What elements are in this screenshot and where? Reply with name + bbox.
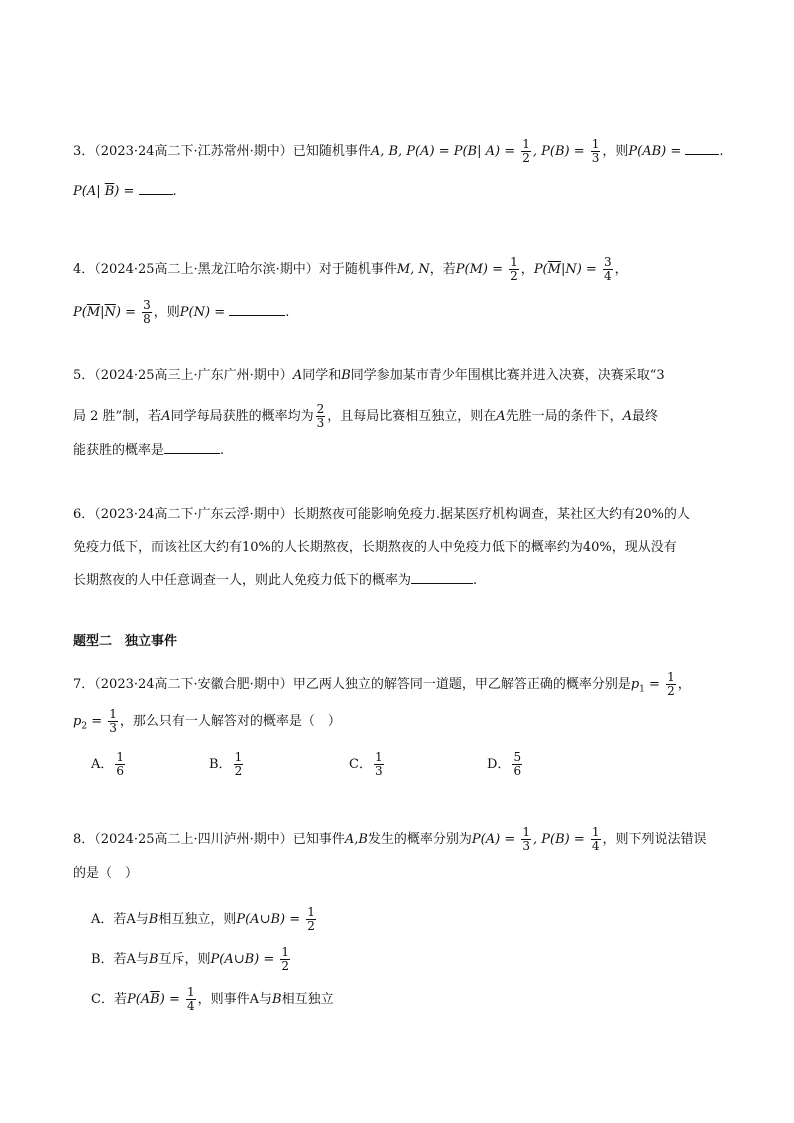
q3-ask2: P(A| xyxy=(73,184,105,199)
q7-option-a[interactable] xyxy=(91,751,127,778)
q3-answer-blank-1[interactable] xyxy=(685,142,719,155)
q8-option-c-label: C．若 xyxy=(91,992,127,1007)
q8-option-a-var: B xyxy=(148,912,159,927)
q8-option-b-expr: P(A∪B) = xyxy=(210,952,279,967)
q3-fraction-2: $\frac{1}{3}$ xyxy=(591,137,600,165)
q5-text-5: ，且每局比赛相互独立，则在 xyxy=(327,409,497,424)
q7-fraction-1: $\frac{1}{2}$ xyxy=(667,670,675,698)
q8-text-1: 已知事件 xyxy=(292,832,345,847)
q4-vars: M, N xyxy=(396,262,430,277)
q4-source: （2024·25高二上·黑龙江哈尔滨·期中） xyxy=(94,262,319,277)
q3-math-mid: , P(B) = xyxy=(532,144,589,159)
q8-option-c-text: ，则事件A与 xyxy=(197,992,272,1007)
q4-number: 4． xyxy=(73,262,95,277)
q5-number: 5． xyxy=(73,368,95,383)
q3-line2 xyxy=(73,182,177,202)
q4-ask: P(N) = xyxy=(179,305,230,320)
q5-text-3: 局 2 胜”制，若 xyxy=(73,409,162,424)
q5-answer-blank[interactable] xyxy=(164,441,220,454)
q3-ask2-bar: $\overline{B}$ xyxy=(104,184,115,199)
q7-option-d-label: D． xyxy=(487,757,511,772)
q3-answer-blank-2[interactable] xyxy=(139,182,173,195)
q3-end1: . xyxy=(719,144,724,159)
q7-option-b[interactable] xyxy=(209,751,245,778)
q8-option-a-expr: P(A∪B) = xyxy=(236,912,305,927)
q6-source: （2023·24高二下·广东云浮·期中） xyxy=(94,507,293,522)
q7-line1 xyxy=(73,671,691,700)
q4-p2-bar: $\overline{M}$ xyxy=(547,262,561,277)
q5-var-a: A xyxy=(292,368,303,383)
q4-p2-end: |N) = xyxy=(560,262,601,277)
q7-option-c-label: C． xyxy=(349,757,372,772)
q6-text-3: 长期熬夜的人中任意调查一人，则此人免疫力低下的概率为 xyxy=(73,573,412,588)
q3-then: ，则 xyxy=(602,144,629,159)
q4-text: 对于随机事件 xyxy=(318,262,397,277)
q8-text-3: ，则下列说法错误 xyxy=(602,832,707,847)
q7-option-a-label: A． xyxy=(91,757,114,772)
q8-option-a-text: 相互独立，则 xyxy=(158,912,237,927)
q8-option-b[interactable] xyxy=(91,946,292,973)
q7-line2 xyxy=(73,708,341,737)
q5-source: （2024·25高三上·广东广州·期中） xyxy=(94,368,293,383)
q4-comma: ， xyxy=(614,262,628,277)
q3-text: 已知随机事件 xyxy=(292,144,371,159)
q4-end: . xyxy=(285,305,290,320)
q5-var-b: B xyxy=(341,368,351,383)
q7-eq-2: = xyxy=(87,714,107,729)
q7-option-c-fraction: $\frac{1}{3}$ xyxy=(374,750,383,778)
q4-sep: ， xyxy=(520,262,534,277)
q3-ask2-end: ) = xyxy=(114,184,139,199)
q4-then: ，则 xyxy=(153,305,180,320)
q4-p2: P( xyxy=(533,262,548,277)
q6-number: 6． xyxy=(73,507,95,522)
q8-option-a-fraction: $\frac{1}{2}$ xyxy=(307,905,315,933)
q7-source: （2023·24高二下·安徽合肥·期中） xyxy=(94,677,293,692)
q5-text-1: 同学和 xyxy=(302,368,342,383)
q7-option-c[interactable] xyxy=(349,751,386,778)
q8-option-b-var: B xyxy=(148,952,159,967)
q6-line3 xyxy=(73,571,477,591)
q8-pb: , P(B) = xyxy=(533,832,589,847)
q5-line3 xyxy=(73,441,224,461)
q4-p3: P( xyxy=(73,305,87,320)
q4-p3-barm: $\overline{M}$ xyxy=(86,305,101,320)
q7-p2: p xyxy=(73,714,82,729)
q8-fraction-2: $\frac{1}{4}$ xyxy=(591,825,600,853)
q7-option-d-fraction: $\frac{5}{6}$ xyxy=(513,750,522,778)
q5-var-a2: A xyxy=(161,409,171,424)
q8-number: 8． xyxy=(73,832,95,847)
q8-vars: A,B xyxy=(344,832,368,847)
q4-pm: P(M) = xyxy=(455,262,508,277)
q7-comma: ， xyxy=(677,677,691,692)
q8-option-b-label: B．若A与 xyxy=(91,952,149,967)
q4-answer-blank[interactable] xyxy=(229,303,285,316)
q8-fraction-1: $\frac{1}{3}$ xyxy=(522,825,530,853)
q5-text-7: 最终 xyxy=(632,409,659,424)
q6-answer-blank[interactable] xyxy=(411,571,473,584)
q8-option-c-var: B xyxy=(272,992,282,1007)
q4-fraction-2: $\frac{3}{4}$ xyxy=(603,255,612,283)
q8-line1 xyxy=(73,826,707,853)
q4-line1 xyxy=(73,256,628,283)
q8-pa: P(A) = xyxy=(471,832,520,847)
q8-option-a[interactable] xyxy=(91,906,318,933)
q8-option-a-label: A．若A与 xyxy=(91,912,149,927)
q8-option-c[interactable] xyxy=(91,986,334,1013)
q5-line2 xyxy=(73,403,658,430)
q5-line1 xyxy=(73,366,665,386)
q8-option-c-bar: $\overline{B}$ xyxy=(150,992,160,1007)
q4-p3-sep: | xyxy=(100,305,105,320)
q8-option-c-expr1: P(A xyxy=(126,992,151,1007)
q3-number: 3． xyxy=(73,144,95,159)
q5-text-4: 同学每局获胜的概率均为 xyxy=(170,409,314,424)
q8-text-4: 的是（ ） xyxy=(73,866,139,881)
q4-line2 xyxy=(73,299,289,326)
q7-eq-1: = xyxy=(644,677,665,692)
q8-option-b-text: 互斥，则 xyxy=(158,952,211,967)
q7-option-b-label: B． xyxy=(209,757,232,772)
q4-fraction-3: $\frac{3}{8}$ xyxy=(143,298,151,326)
q4-if: ，若 xyxy=(429,262,456,277)
q3-line1 xyxy=(73,138,724,165)
q5-end: . xyxy=(220,443,225,458)
q4-p3-end: ) = xyxy=(115,305,141,320)
q4-fraction-1: $\frac{1}{2}$ xyxy=(510,255,518,283)
q5-text-2: 同学参加某市青少年围棋比赛并进入决赛，决赛采取“3 xyxy=(350,368,665,383)
q7-fraction-2: $\frac{1}{3}$ xyxy=(109,707,117,735)
q3-source: （2023·24高二下·江苏常州·期中） xyxy=(94,144,293,159)
q5-text-8: 能获胜的概率是 xyxy=(73,443,165,458)
q7-p1-sub: 1 xyxy=(639,684,645,695)
q7-p1: p xyxy=(630,677,640,692)
q8-option-c-text2: 相互独立 xyxy=(281,992,334,1007)
q8-option-c-expr2: ) = xyxy=(159,992,184,1007)
q7-number: 7． xyxy=(73,677,95,692)
q8-text-2: 发生的概率分别为 xyxy=(367,832,472,847)
q8-source: （2024·25高二上·四川泸州·期中） xyxy=(94,832,293,847)
q5-var-a3: A xyxy=(496,409,506,424)
q4-p3-barn: $\overline{N}$ xyxy=(104,305,116,320)
q8-line2 xyxy=(73,864,138,884)
q5-var-a4: A xyxy=(622,409,633,424)
q7-p2-sub: 2 xyxy=(81,721,88,732)
q5-text-6: 先胜一局的条件下， xyxy=(505,409,623,424)
q6-line2 xyxy=(73,538,677,558)
q7-option-a-fraction: $\frac{1}{6}$ xyxy=(116,750,125,778)
q6-end: . xyxy=(473,573,478,588)
q3-ask1: P(AB) = xyxy=(628,144,686,159)
q7-option-d[interactable] xyxy=(487,751,524,778)
q7-text-1: 甲乙两人独立的解答同一道题，甲乙解答正确的概率分别是 xyxy=(292,677,631,692)
q8-option-c-fraction: $\frac{1}{4}$ xyxy=(186,985,195,1013)
q6-text-2: 免疫力低下，而该社区大约有10%的人长期熬夜，长期熬夜的人中免疫力低下的概率约为40%，现从没有 xyxy=(73,540,677,555)
q6-text-1: 长期熬夜可能影响免疫力.据某医疗机构调查，某社区大约有20%的人 xyxy=(292,507,690,522)
section-heading: 题型二 独立事件 xyxy=(73,634,178,649)
q8-option-b-fraction: $\frac{1}{2}$ xyxy=(281,945,290,973)
q3-math: A, B, P(A) = P(B| A) = xyxy=(370,144,520,159)
q3-fraction-1: $\frac{1}{2}$ xyxy=(522,137,530,165)
q5-fraction: $\frac{2}{3}$ xyxy=(316,402,325,430)
q6-line1 xyxy=(73,505,690,525)
q7-option-b-fraction: $\frac{1}{2}$ xyxy=(234,750,243,778)
q7-text-2: ，那么只有一人解答对的概率是（ ） xyxy=(119,714,341,729)
q3-end2: . xyxy=(172,184,177,199)
